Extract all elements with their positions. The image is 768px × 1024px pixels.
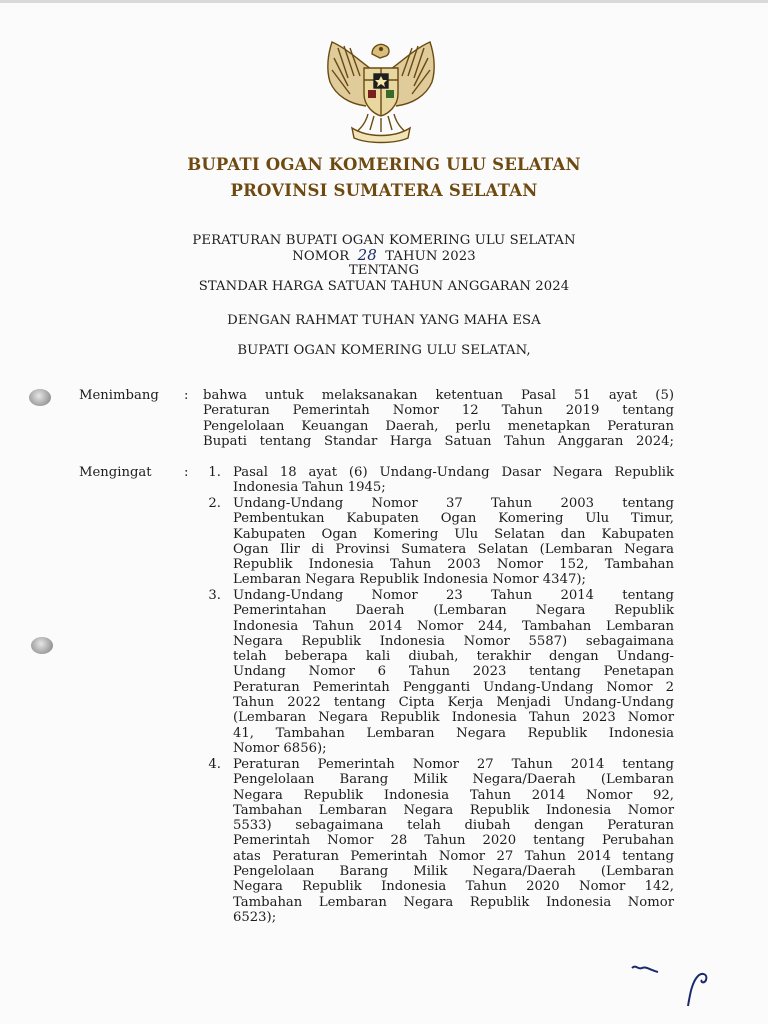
text-line: atas Peraturan Pemerintah Nomor 27 Tahun 2014 tentang <box>233 848 674 864</box>
header-line1: BUPATI OGAN KOMERING ULU SELATAN <box>187 155 581 174</box>
text-line: Undang Nomor 6 Tahun 2023 tentang Penetapan <box>233 664 674 680</box>
menimbang-colon: : <box>184 388 189 403</box>
text-line: Tahun 2022 tentang Cipta Kerja Menjadi Undang-Undang <box>233 695 674 711</box>
text-line: Undang-Undang Nomor 23 Tahun 2014 tentang <box>233 588 674 603</box>
text-line: bahwa untuk melaksanakan ketentuan Pasal 51 ayat (5) <box>203 388 674 403</box>
text-line: 6523); <box>233 909 277 925</box>
text-line: 5533) sebagaimana telah diubah dengan Peraturan <box>233 818 674 834</box>
mengingat-item-4 <box>233 757 674 925</box>
title-nomor-line <box>0 248 768 264</box>
text-line: Kabupaten Ogan Komering Ulu Selatan dan Kabupaten <box>233 526 674 542</box>
text-line: Indonesia Tahun 1945; <box>233 480 386 496</box>
text-line: 41, Tambahan Lembaran Negara Republik Indonesia <box>233 725 674 741</box>
title-line4: STANDAR HARGA SATUAN TAHUN ANGGARAN 2024 <box>198 279 570 294</box>
text-line: Republik Indonesia Tahun 2003 Nomor 152, Tambahan <box>233 557 674 573</box>
top-edge <box>0 0 768 3</box>
text-line: Peraturan Pemerintah Nomor 27 Tahun 2014 tentang <box>233 757 674 772</box>
text-line: Pembentukan Kabupaten Ogan Komering Ulu Timur, <box>233 511 674 527</box>
text-line: Tambahan Lembaran Negara Republik Indonesia Nomor <box>233 802 674 818</box>
title-nomor-suffix: TAHUN 2023 <box>385 249 476 264</box>
menimbang-text <box>203 388 674 449</box>
preamble-line2: BUPATI OGAN KOMERING ULU SELATAN, <box>237 343 531 358</box>
text-line: Pemerintah Nomor 28 Tahun 2020 tentang Perubahan <box>233 833 674 849</box>
text-line: Negara Republik Indonesia Nomor 5587) sebagaimana <box>233 633 674 649</box>
text-line: telah beberapa kali diubah, terakhir dengan Undang- <box>233 649 674 665</box>
text-line: Negara Republik Indonesia Tahun 2014 Nomor 92, <box>233 787 674 803</box>
text-line: Pasal 18 ayat (6) Undang-Undang Dasar Negara Republik <box>233 465 674 480</box>
menimbang-label: Menimbang <box>79 388 159 403</box>
item-number: 1. <box>208 465 221 480</box>
punch-hole-icon <box>31 637 53 654</box>
garuda-emblem-icon <box>318 34 444 146</box>
mengingat-label: Mengingat <box>79 465 152 480</box>
item-number: 3. <box>208 588 221 603</box>
text-line: Pemerintahan Daerah (Lembaran Negara Republik <box>233 603 674 619</box>
title-line3: TENTANG <box>348 263 420 278</box>
mengingat-item-2 <box>233 496 674 588</box>
text-line: Tambahan Lembaran Negara Republik Indonesia Nomor <box>233 894 674 910</box>
text-line: Pengelolaan Barang Milik Negara/Daerah (Lembaran <box>233 772 674 788</box>
preamble-line1: DENGAN RAHMAT TUHAN YANG MAHA ESA <box>227 313 541 328</box>
text-line: Undang-Undang Nomor 37 Tahun 2003 tentang <box>233 496 674 511</box>
text-line: Pengelolaan Keuangan Daerah, perlu menetapkan Peraturan <box>203 418 674 434</box>
text-line: Lembaran Negara Republik Indonesia Nomor 4347); <box>233 572 586 588</box>
paraf-signature-icon <box>628 960 738 1010</box>
title-line1: PERATURAN BUPATI OGAN KOMERING ULU SELATAN <box>192 233 576 248</box>
text-line: Nomor 6856); <box>233 740 327 756</box>
text-line: Ogan Ilir di Provinsi Sumatera Selatan (Lembaran Negara <box>233 541 674 557</box>
item-number: 4. <box>208 757 221 772</box>
text-line: Peraturan Pemerintah Pengganti Undang-Undang Nomor 2 <box>233 679 674 695</box>
text-line: Pengelolaan Barang Milik Negara/Daerah (Lembaran <box>233 864 674 880</box>
mengingat-item-1 <box>233 465 674 496</box>
text-line: Negara Republik Indonesia Tahun 2020 Nomor 142, <box>233 879 674 895</box>
text-line: Peraturan Pemerintah Nomor 12 Tahun 2019 tentang <box>203 403 674 419</box>
text-line: Bupati tentang Standar Harga Satuan Tahun Anggaran 2024; <box>203 433 674 449</box>
mengingat-item-3 <box>233 588 674 756</box>
item-number: 2. <box>208 496 221 511</box>
header-line2: PROVINSI SUMATERA SELATAN <box>230 181 538 200</box>
text-line: (Lembaran Negara Republik Indonesia Tahun 2023 Nomor <box>233 710 674 726</box>
mengingat-colon: : <box>184 465 189 480</box>
punch-hole-icon <box>29 389 51 406</box>
title-nomor-prefix: NOMOR <box>292 249 350 264</box>
text-line: Indonesia Tahun 2014 Nomor 244, Tambahan Lembaran <box>233 618 674 634</box>
handwritten-number: 28 <box>357 246 377 264</box>
